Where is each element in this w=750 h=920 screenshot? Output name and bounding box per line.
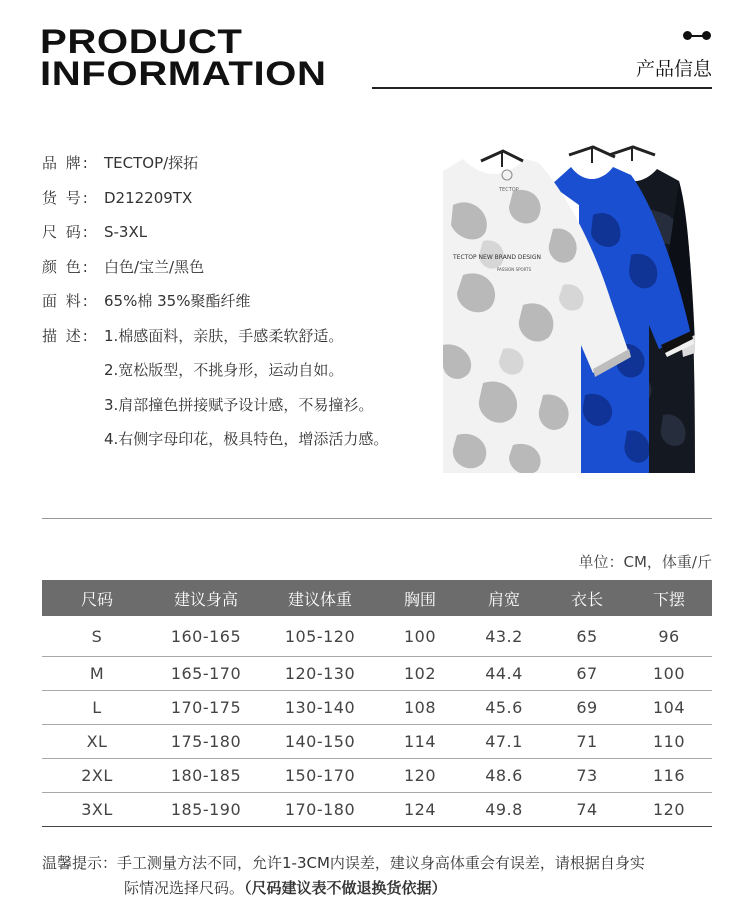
info-label: 描 述: [42, 326, 90, 345]
table-cell: 160-165 [152, 616, 260, 657]
table-cell: 130-140 [260, 691, 380, 725]
table-cell: 49.8 [460, 793, 548, 827]
size-chart-table [42, 580, 712, 827]
info-row-color [42, 250, 442, 285]
shirt-print-subtext: PASSION SPORTS [497, 267, 532, 272]
table-row [42, 691, 712, 725]
title-divider [372, 87, 712, 89]
table-cell: 69 [548, 691, 626, 725]
column-header: 尺码 [42, 580, 152, 616]
title-line-product: PRODUCT [40, 23, 243, 61]
tip-line: 温馨提示：手工测量方法不同，允许1-3CM内误差，建议身高体重会有误差，请根据自身实 [42, 854, 645, 872]
column-header: 下摆 [626, 580, 712, 616]
table-row [42, 793, 712, 827]
table-cell: 140-150 [260, 725, 380, 759]
table-cell: 102 [380, 657, 460, 691]
info-label: 颜 色: [42, 257, 90, 276]
table-cell: 170-180 [260, 793, 380, 827]
table-cell: 170-175 [152, 691, 260, 725]
table-cell: 120 [380, 759, 460, 793]
table-cell: 44.4 [460, 657, 548, 691]
product-photo [443, 145, 695, 473]
unit-note: 单位：CM，体重/斤 [578, 553, 712, 571]
info-row-brand [42, 146, 442, 181]
info-value: S-3XL [104, 223, 148, 241]
section-heading: 产品信息 [635, 58, 712, 80]
warm-tip [42, 851, 722, 901]
description-line: 2.宽松版型，不挑身形，运动自如。 [104, 361, 344, 379]
info-row-size [42, 215, 442, 250]
column-header: 胸围 [380, 580, 460, 616]
column-header: 建议身高 [152, 580, 260, 616]
column-header: 肩宽 [460, 580, 548, 616]
info-row-description [42, 319, 442, 457]
table-cell: 67 [548, 657, 626, 691]
info-label: 货 号: [42, 188, 90, 207]
table-row [42, 657, 712, 691]
table-cell: L [42, 691, 152, 725]
info-value: 白色/宝兰/黑色 [104, 257, 205, 276]
hanger-logo-text: TECTOP [499, 187, 519, 193]
table-cell: M [42, 657, 152, 691]
table-cell: 165-170 [152, 657, 260, 691]
table-cell: 110 [626, 725, 712, 759]
info-row-sku [42, 181, 442, 216]
table-cell: 150-170 [260, 759, 380, 793]
description-line: 3.肩部撞色拼接赋予设计感，不易撞衫。 [104, 395, 374, 414]
table-header-row [42, 580, 712, 616]
product-info-list [42, 146, 442, 457]
table-cell: 116 [626, 759, 712, 793]
table-cell: 3XL [42, 793, 152, 827]
table-cell: 65 [548, 616, 626, 657]
table-cell: 74 [548, 793, 626, 827]
table-row [42, 759, 712, 793]
column-header: 建议体重 [260, 580, 380, 616]
info-row-fabric [42, 284, 442, 319]
table-cell: 175-180 [152, 725, 260, 759]
shirt-print-text: TECTOP NEW BRAND DESIGN [453, 254, 541, 261]
table-cell: 124 [380, 793, 460, 827]
table-cell: 185-190 [152, 793, 260, 827]
table-cell: 100 [380, 616, 460, 657]
description-line: 1.棉感面料，亲肤，手感柔软舒适。 [104, 326, 344, 345]
title-line-information: INFORMATION [40, 55, 327, 93]
table-cell: 47.1 [460, 725, 548, 759]
table-cell: 120 [626, 793, 712, 827]
table-cell: 45.6 [460, 691, 548, 725]
tip-text: 际情况选择尺码。 [124, 879, 245, 897]
column-header: 衣长 [548, 580, 626, 616]
table-row [42, 616, 712, 657]
table-cell: 43.2 [460, 616, 548, 657]
table-cell: 96 [626, 616, 712, 657]
info-label: 面 料: [42, 292, 90, 310]
table-cell: 104 [626, 691, 712, 725]
tip-disclaimer: （尺码建议表不做退换货依据） [244, 879, 447, 897]
table-cell: 108 [380, 691, 460, 725]
info-value: TECTOP/探拓 [104, 154, 199, 172]
table-cell: 48.6 [460, 759, 548, 793]
info-value: D212209TX [104, 188, 193, 207]
table-cell: S [42, 616, 152, 657]
table-cell: 2XL [42, 759, 152, 793]
table-cell: XL [42, 725, 152, 759]
table-cell: 120-130 [260, 657, 380, 691]
table-cell: 100 [626, 657, 712, 691]
info-label: 品 牌: [42, 154, 90, 172]
info-value: 65%棉 35%聚酯纤维 [104, 292, 251, 310]
table-cell: 73 [548, 759, 626, 793]
info-label: 尺 码: [42, 223, 90, 241]
table-cell: 114 [380, 725, 460, 759]
tip-line [42, 876, 722, 901]
dots-connector-icon [683, 31, 711, 41]
table-cell: 105-120 [260, 616, 380, 657]
table-cell: 180-185 [152, 759, 260, 793]
section-divider [42, 518, 712, 519]
table-cell: 71 [548, 725, 626, 759]
description-line: 4.右侧字母印花，极具特色，增添活力感。 [104, 430, 389, 448]
page-title [40, 23, 327, 93]
description-lines [104, 319, 388, 457]
table-row [42, 725, 712, 759]
